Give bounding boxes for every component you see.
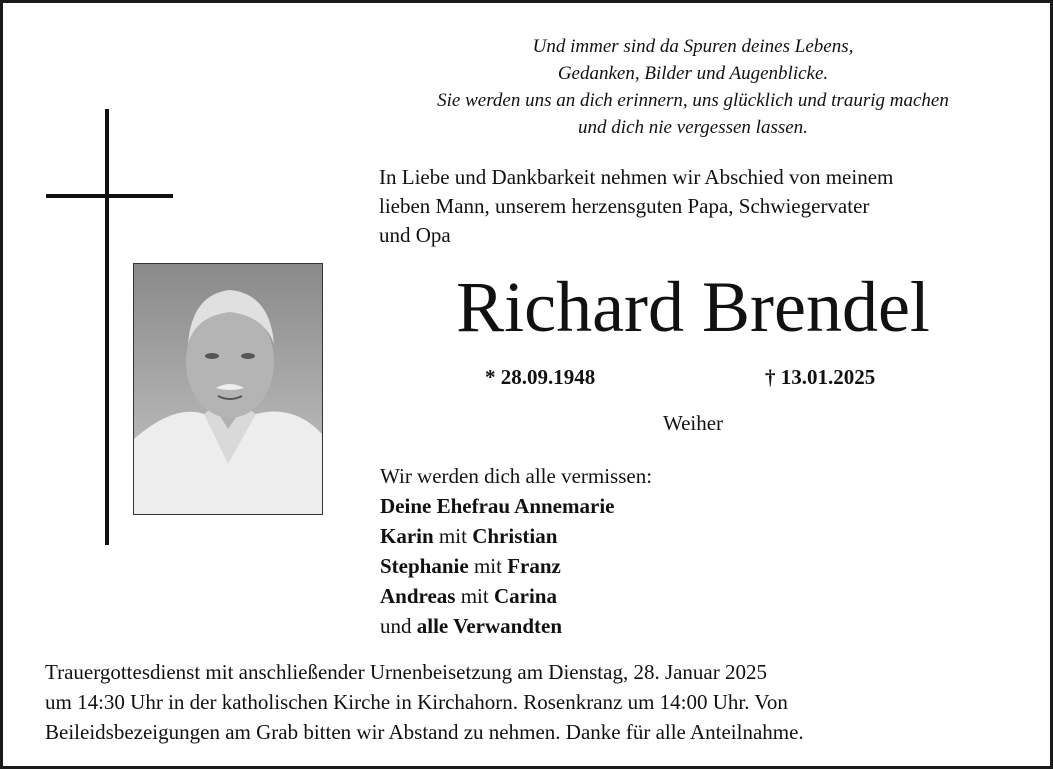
mourners-heading: Wir werden dich alle vermissen: <box>380 464 653 488</box>
memorial-poem <box>363 33 1023 141</box>
connector-word: und <box>380 614 412 638</box>
poem-line: Sie werden uns an dich erinnern, uns glücklich und traurig machen <box>437 90 949 111</box>
intro-line: lieben Mann, unserem herzensguten Papa, Schwiegervater <box>379 194 870 218</box>
death-date: † 13.01.2025 <box>765 365 876 389</box>
birth-date: * 28.09.1948 <box>485 365 596 389</box>
mourner-name: Stephanie <box>380 554 469 578</box>
connector-word: mit <box>438 524 467 548</box>
mourner-pair <box>380 551 652 581</box>
mourner-relatives <box>380 611 652 641</box>
mourner-partner-name: Carina <box>493 584 557 608</box>
service-line: um 14:30 Uhr in der katholischen Kirche in Kirchahorn. Rosenkranz um 14:00 Uhr. Von <box>45 690 788 714</box>
intro-line: und Opa <box>379 223 451 247</box>
mourner-name: Karin <box>380 524 434 548</box>
portrait-photo <box>133 263 323 515</box>
connector-word: mit <box>473 554 502 578</box>
mourner-spouse: Deine Ehefrau Annemarie <box>380 494 615 518</box>
service-line: Trauergottesdienst mit anschließender Urnenbeisetzung am Dienstag, 28. Januar 2025 <box>45 660 767 684</box>
mourner-name: Andreas <box>380 584 456 608</box>
cross-icon-vertical-bar <box>105 109 109 545</box>
poem-line: Gedanken, Bilder und Augenblicke. <box>557 63 829 84</box>
relatives-label: alle Verwandten <box>416 614 563 638</box>
mourner-partner-name: Franz <box>507 554 561 578</box>
poem-line: Und immer sind da Spuren deines Lebens, <box>532 36 854 57</box>
cross-icon-horizontal-bar <box>46 194 173 198</box>
portrait-illustration <box>134 264 322 514</box>
deceased-name: Richard Brendel <box>456 267 930 347</box>
residence-place: Weiher <box>662 411 724 435</box>
mourner-partner-name: Christian <box>472 524 558 548</box>
intro-text <box>379 163 1029 250</box>
intro-line: In Liebe und Dankbarkeit nehmen wir Abschied von meinem <box>379 165 894 189</box>
mourner-pair <box>380 521 652 551</box>
mourner-pair <box>380 581 652 611</box>
service-details <box>45 657 1035 747</box>
poem-line: und dich nie vergessen lassen. <box>578 117 808 138</box>
service-line: Beileidsbezeigungen am Grab bitten wir Abstand zu nehmen. Danke für alle Anteilnahme. <box>45 720 804 744</box>
mourners-list <box>380 461 652 641</box>
connector-word: mit <box>460 584 489 608</box>
